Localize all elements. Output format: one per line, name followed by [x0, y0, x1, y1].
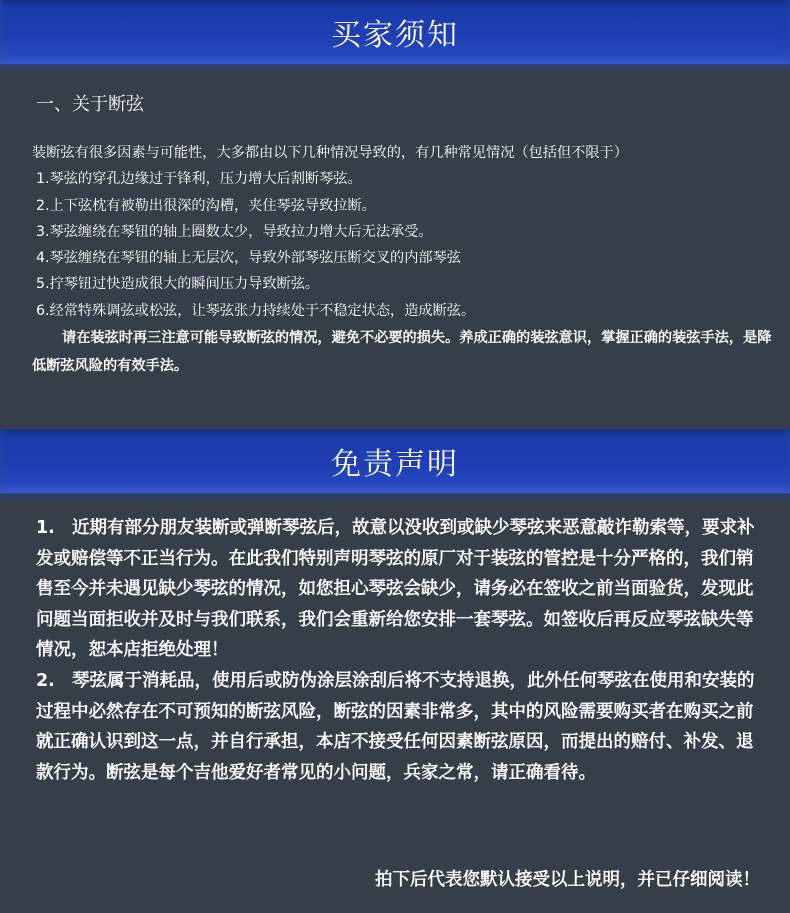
broken-string-section	[32, 92, 772, 380]
disclaimer-banner	[0, 429, 790, 493]
acceptance-footer: 拍下后代表您默认接受以上说明，并已仔细阅读！	[375, 870, 760, 890]
cause-item: 2.上下弦枕有被勒出很深的沟槽，夹住琴弦导致拉断。	[36, 197, 376, 214]
cause-item: 3.琴弦缠绕在琴钮的轴上圈数太少，导致拉力增大后无法承受。	[36, 223, 433, 240]
item-number: 2.	[36, 670, 55, 691]
section-heading: 一、关于断弦	[36, 94, 144, 115]
installation-note: 请在装弦时再三注意可能导致断弦的情况，避免不必要的损失。养成正确的装弦意识，掌握正确的装弦手法，是降低断弦风险的有效手法。	[32, 330, 772, 375]
cause-item: 1.琴弦的穿孔边缘过于锋利，压力增大后割断琴弦。	[36, 171, 362, 188]
disclaimer-item	[36, 666, 764, 788]
item-text: 近期有部分朋友装断或弹断琴弦后，故意以没收到或缺少琴弦来恶意敲诈勒索等，要求补发或赔偿等不正当行为。在此我们特别声明琴弦的原厂对于装弦的管控是十分严格的，我们销售至今并未遇见缺少琴弦的情况，如您担心琴弦会缺少，请务必在签收之前当面验货，发现此问题当面拒收并及时与我们联系，我们会重新给您安排一套琴弦。如签收后再反应琴弦缺失等情况，恕本店拒绝处理！	[36, 518, 755, 661]
disclaimer-title: 免责声明	[331, 447, 459, 482]
item-number: 1.	[36, 518, 55, 538]
cause-item: 6.经常特殊调弦或松弦，让琴弦张力持续处于不稳定状态，造成断弦。	[36, 302, 476, 319]
cause-item: 5.拧琴钮过快造成很大的瞬间压力导致断弦。	[36, 276, 320, 293]
notice-banner	[0, 0, 790, 64]
notice-title: 买家须知	[331, 18, 459, 53]
disclaimer-item	[36, 513, 764, 666]
cause-item: 4.琴弦缠绕在琴钮的轴上无层次，导致外部琴弦压断交叉的内部琴弦	[36, 250, 461, 267]
intro-line: 装断弦有很多因素与可能性，大多都由以下几种情况导致的，有几种常见情况（包括但不限于）	[32, 145, 628, 161]
item-text: 琴弦属于消耗品，使用后或防伪涂层涂刮后将不支持退换，此外任何琴弦在使用和安装的过程中必然存在不可预知的断弦风险，断弦的因素非常多，其中的风险需要购买者在购买之前就正确认识到这一点，并自行承担，本店不接受任何因素断弦原因，而提出的赔付、补发、退款行为。断弦是每个吉他爱好者常见的小问题，兵家之常，请正确看待。	[36, 670, 755, 783]
disclaimer-section	[36, 513, 764, 788]
